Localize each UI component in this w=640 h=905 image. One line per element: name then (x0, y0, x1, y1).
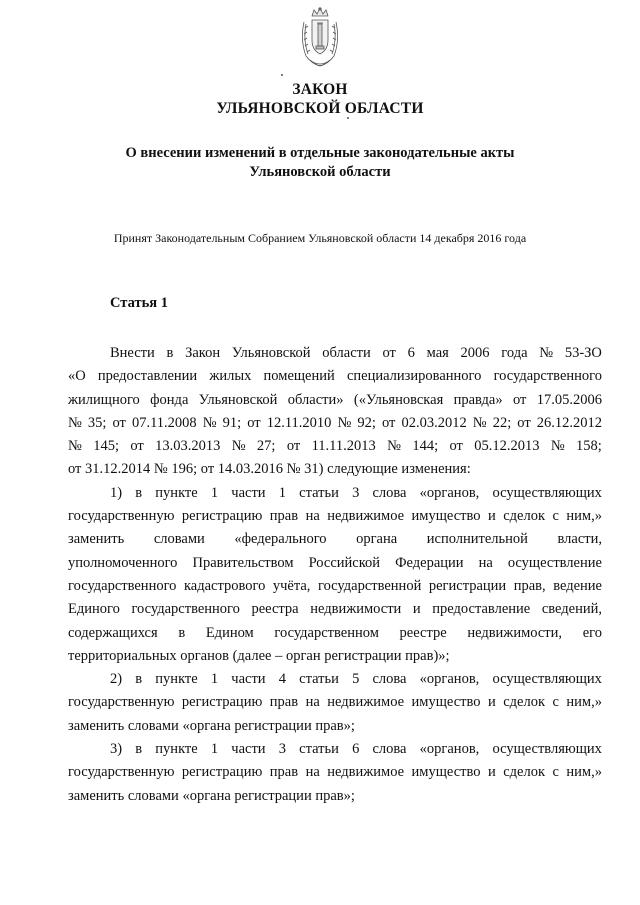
body-word: помещений (263, 368, 335, 385)
body-line (68, 715, 602, 738)
body-word: года (501, 345, 528, 361)
body-word: осуществление (507, 554, 602, 571)
body-word: «органов, (419, 484, 480, 501)
body-line (68, 505, 602, 528)
body-word: части (231, 484, 266, 501)
body-word: в (166, 345, 174, 361)
body-word: № (539, 345, 554, 361)
body-word: фонда (150, 391, 189, 408)
body-word: прав (269, 694, 299, 711)
body-word: ведение (553, 577, 602, 594)
body-word: от 31.12.2014 № 196; от 14.03.2016 № 31) следующие изменения: (68, 461, 471, 478)
body-word: государственную (68, 508, 175, 525)
body-word: осуществляющих (492, 671, 602, 688)
body-word: и (487, 508, 496, 525)
body-word: № (550, 438, 565, 455)
body-word: пункте (155, 484, 198, 501)
body-word: недвижимое (327, 764, 405, 781)
body-word: прав (269, 508, 299, 525)
body-word: 145; (93, 438, 119, 455)
body-word: № (387, 438, 401, 455)
body-word: недвижимости (310, 601, 402, 618)
body-word: 5 (352, 671, 360, 688)
body-word: («Ульяновская (353, 391, 444, 408)
body-line (68, 598, 602, 621)
body-word: и (412, 601, 421, 618)
body-word: 13.03.2013 (155, 438, 221, 455)
body-word: пункте (155, 741, 198, 758)
body-word: статьи (299, 741, 339, 758)
body-word: с (552, 764, 559, 781)
body-word: Ульяновской (231, 345, 311, 361)
body-word: кадастрового (183, 577, 266, 594)
body-word: от (382, 345, 396, 361)
body-word: «федерального (234, 531, 327, 548)
body-word: ним,» (566, 508, 602, 525)
body-word: ним,» (566, 694, 602, 711)
body-word: имущество (411, 508, 481, 525)
body-word: в (135, 741, 143, 758)
body-word: ним,» (566, 764, 602, 781)
body-word: предоставлении (97, 368, 198, 385)
body-word: Ульяновской (198, 391, 278, 408)
body-word: 1 (210, 484, 219, 501)
body-line (68, 528, 602, 551)
body-word: регистрацию (181, 694, 263, 711)
body-word: № (68, 414, 82, 431)
body-line (68, 691, 602, 714)
body-word: и (487, 694, 496, 711)
body-word: слова (372, 484, 407, 501)
body-word: Правительством (192, 554, 294, 571)
body-word: уполномоченного (68, 554, 178, 571)
body-word: сделок (503, 694, 545, 711)
body-word: предоставление (432, 601, 531, 618)
body-word: на (305, 508, 320, 525)
body-word: № (202, 414, 217, 431)
body-word: 17.05.2006 (536, 391, 602, 408)
body-word: слова (372, 671, 407, 688)
body-word: Едином (205, 624, 254, 641)
body-word: № (68, 438, 82, 455)
body-line (68, 668, 602, 691)
law-subject-line: Ульяновской области (249, 164, 391, 180)
body-word: от (247, 414, 261, 431)
body-word: статьи (299, 671, 339, 688)
body-line (68, 482, 602, 505)
body-word: имущество (411, 764, 481, 781)
body-word: на (478, 554, 493, 571)
body-word: исполнительной (426, 531, 528, 548)
body-word: государственную (68, 764, 175, 781)
body-word: № (337, 414, 352, 431)
law-title (0, 80, 640, 118)
body-word: от (382, 414, 396, 431)
body-line (68, 738, 602, 761)
body-word: содержащихся (68, 624, 158, 641)
body-word: «О (68, 368, 86, 385)
article-heading: Статья 1 (110, 295, 168, 311)
body-word: жилых (209, 368, 252, 385)
body-word: пункте (155, 671, 198, 688)
body-line (68, 785, 602, 808)
body-word: в (135, 671, 143, 688)
body-word: правда» (453, 391, 503, 408)
body-word: в (178, 624, 186, 641)
body-word: 11.11.2013 (311, 438, 376, 455)
body-word: 1 (278, 484, 286, 501)
body-word: от (512, 391, 527, 408)
body-word: 2006 (460, 345, 490, 361)
body-word: 1 (210, 741, 219, 758)
body-word: и (487, 764, 496, 781)
body-word: 1 (210, 671, 219, 688)
body-word: имущество (411, 694, 481, 711)
body-word: 12.11.2010 (266, 414, 332, 431)
body-word: сделок (503, 508, 545, 525)
body-line (68, 342, 602, 365)
body-word: недвижимое (327, 508, 405, 525)
body-line (68, 575, 602, 598)
body-word: 07.11.2008 (131, 414, 197, 431)
scan-speck (281, 74, 283, 76)
body-word: 02.03.2012 (401, 414, 467, 431)
body-word: 92; (357, 414, 376, 431)
law-title-line: УЛЬЯНОВСКОЙ ОБЛАСТИ (216, 100, 424, 117)
body-line (68, 389, 602, 412)
body-word: слова (372, 741, 407, 758)
body-line (68, 622, 602, 645)
body-word: регистрацию (181, 508, 263, 525)
body-word: государственного (68, 577, 177, 594)
body-word: на (305, 764, 320, 781)
body-word: государственного (493, 368, 602, 385)
body-word: органа (356, 531, 398, 548)
body-word: «органов, (419, 671, 480, 688)
law-subject (0, 144, 640, 182)
body-word: 53-ЗО (564, 345, 602, 361)
body-line (68, 435, 602, 458)
body-word: 26.12.2012 (536, 414, 602, 431)
coat-of-arms-emblem (298, 6, 342, 70)
body-word: от (112, 414, 126, 431)
body-word: регистрацию (181, 764, 263, 781)
law-subject-line: О внесении изменений в отдельные законодательные акты (125, 145, 515, 161)
body-word: реестра (251, 601, 299, 618)
body-word: 2) (110, 671, 123, 688)
article-body (68, 342, 602, 808)
body-word: прав (269, 764, 299, 781)
body-word: Российской (308, 554, 381, 571)
body-word: словами (153, 531, 205, 548)
body-word: власти, (557, 531, 602, 548)
body-line (68, 365, 602, 388)
body-word: 91; (222, 414, 242, 431)
body-word: заменить (68, 531, 125, 548)
body-word: территориальных органов (далее – орган регистрации прав)»; (68, 647, 450, 664)
body-word: осуществляющих (492, 741, 602, 758)
body-word: части (231, 671, 266, 688)
body-word: с (552, 508, 559, 525)
body-word: Единого (68, 601, 120, 618)
body-word: с (552, 694, 559, 711)
body-word: заменить словами «органа регистрации прав»; (68, 787, 355, 804)
body-word: № (472, 414, 487, 431)
body-word: сделок (503, 764, 545, 781)
adoption-note: Принят Законодательным Собранием Ульяновской области 14 декабря 2016 года (113, 231, 527, 245)
body-word: от (449, 438, 463, 455)
body-word: в (135, 484, 143, 501)
body-word: «органов, (419, 741, 480, 758)
body-word: части (231, 741, 266, 758)
body-word: 05.12.2013 (474, 438, 540, 455)
body-word: № (231, 438, 246, 455)
body-line (68, 761, 602, 784)
law-title-line: ЗАКОН (292, 81, 348, 98)
body-line (68, 552, 602, 575)
body-word: мая (426, 345, 449, 361)
body-word: 144; (412, 438, 439, 455)
body-word: специализированного (346, 368, 482, 385)
body-word: регистрации (428, 577, 507, 594)
body-word: области (322, 345, 371, 361)
body-word: 22; (492, 414, 512, 431)
body-word: государственного (131, 601, 240, 618)
body-word: государственном (274, 624, 379, 641)
body-word: сведений, (541, 601, 602, 618)
body-word: 3 (278, 741, 286, 758)
body-word: Федерации (395, 554, 464, 571)
body-word: учёта, (272, 577, 311, 594)
scan-speck (347, 117, 349, 119)
body-word: прав, (513, 577, 546, 594)
body-word: Закон (185, 345, 221, 361)
body-word: реестре (399, 624, 447, 641)
body-word: на (305, 694, 320, 711)
body-word: жилищного (68, 391, 140, 408)
body-word: 6 (352, 741, 360, 758)
body-line (68, 458, 602, 481)
body-word: 4 (278, 671, 286, 688)
body-word: 3 (352, 484, 360, 501)
body-word: от (286, 438, 301, 455)
body-line (68, 645, 602, 668)
body-word: от (517, 414, 531, 431)
body-line (68, 412, 602, 435)
body-word: статьи (299, 484, 339, 501)
body-word: 3) (110, 741, 123, 758)
body-word: Внести (110, 345, 155, 361)
body-word: недвижимости, (467, 624, 563, 641)
body-word: 6 (407, 345, 415, 361)
body-word: области» (287, 391, 344, 408)
body-word: осуществляющих (492, 484, 602, 501)
body-word: его (582, 624, 602, 641)
body-word: 27; (256, 438, 276, 455)
body-word: 158; (576, 438, 602, 455)
body-word: 35; (87, 414, 107, 431)
body-word: государственной (317, 577, 422, 594)
body-word: государственную (68, 694, 175, 711)
body-word: 1) (110, 484, 123, 501)
body-word: от (130, 438, 144, 455)
body-word: недвижимое (327, 694, 405, 711)
body-word: заменить словами «органа регистрации прав»; (68, 717, 355, 734)
